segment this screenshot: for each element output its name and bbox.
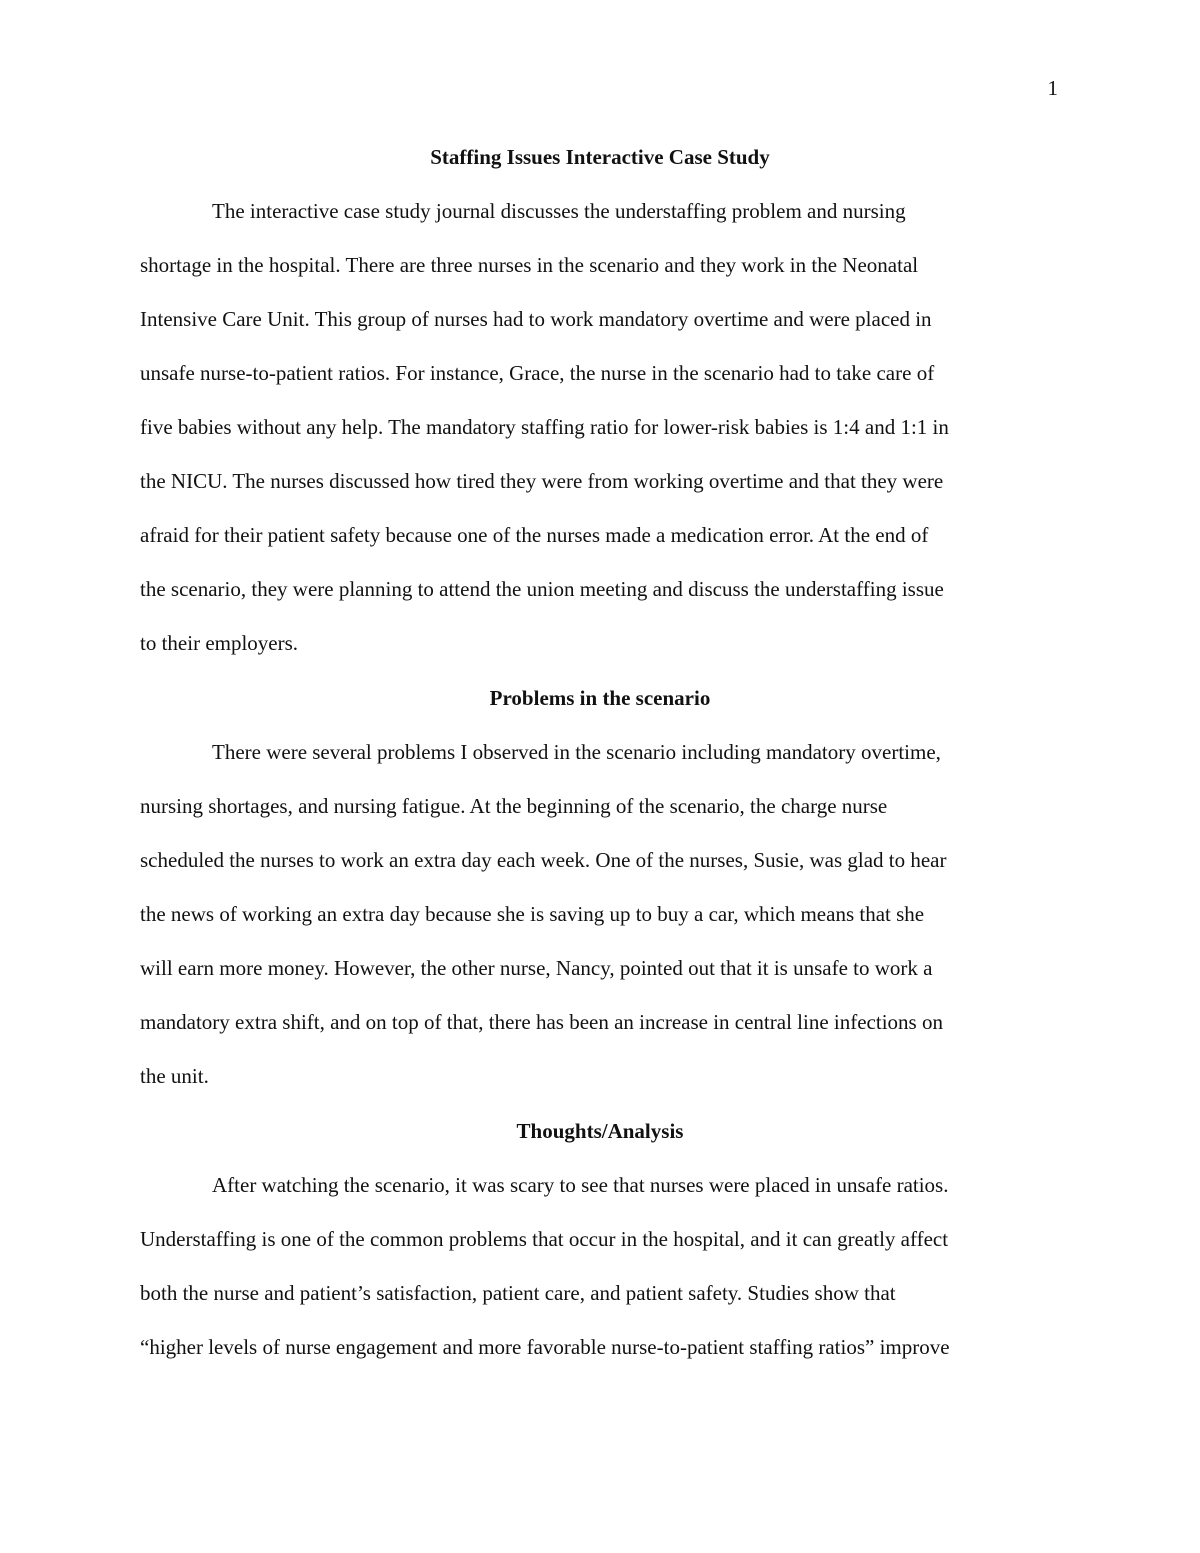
page-number: 1 bbox=[1047, 76, 1058, 100]
paragraph-line: the NICU. The nurses discussed how tired they were from working overtime and that they were bbox=[140, 469, 944, 493]
paragraph-line: five babies without any help. The mandatory staffing ratio for lower-risk babies is 1:4 and 1:1 in bbox=[140, 415, 949, 439]
paragraph-line: mandatory extra shift, and on top of that, there has been an increase in central line infections on bbox=[140, 1010, 943, 1034]
paragraph-line: both the nurse and patient’s satisfaction, patient care, and patient safety. Studies show that bbox=[140, 1281, 896, 1305]
section-heading: Problems in the scenario bbox=[489, 686, 711, 710]
paragraph-line: to their employers. bbox=[140, 631, 299, 655]
paragraph-line: unsafe nurse-to-patient ratios. For instance, Grace, the nurse in the scenario had to take care of bbox=[140, 361, 935, 385]
section-heading: Thoughts/Analysis bbox=[516, 1119, 684, 1143]
paragraph-line: scheduled the nurses to work an extra day each week. One of the nurses, Susie, was glad to hear bbox=[140, 848, 947, 872]
document-title: Staffing Issues Interactive Case Study bbox=[430, 145, 770, 169]
paragraph-line: the scenario, they were planning to attend the union meeting and discuss the understaffing issue bbox=[140, 577, 944, 601]
paragraph-line: There were several problems I observed in the scenario including mandatory overtime, bbox=[212, 740, 941, 764]
paragraph-line: “higher levels of nurse engagement and more favorable nurse-to-patient staffing ratios” improve bbox=[140, 1335, 950, 1359]
paragraph-line: the news of working an extra day because she is saving up to buy a car, which means that she bbox=[140, 902, 925, 926]
paragraph-line: Intensive Care Unit. This group of nurses had to work mandatory overtime and were placed in bbox=[140, 307, 932, 331]
paragraph-line: nursing shortages, and nursing fatigue. At the beginning of the scenario, the charge nurse bbox=[140, 794, 888, 818]
paragraph-line: Understaffing is one of the common problems that occur in the hospital, and it can greatly affect bbox=[140, 1227, 949, 1251]
paragraph-line: shortage in the hospital. There are three nurses in the scenario and they work in the Neonatal bbox=[140, 253, 919, 277]
paragraph-line: The interactive case study journal discusses the understaffing problem and nursing bbox=[212, 199, 906, 223]
paragraph-line: the unit. bbox=[140, 1064, 209, 1088]
paragraph-line: afraid for their patient safety because one of the nurses made a medication error. At the end of bbox=[140, 523, 929, 547]
paragraph-line: will earn more money. However, the other nurse, Nancy, pointed out that it is unsafe to work a bbox=[140, 956, 933, 980]
paragraph-line: After watching the scenario, it was scary to see that nurses were placed in unsafe ratios. bbox=[212, 1173, 949, 1197]
